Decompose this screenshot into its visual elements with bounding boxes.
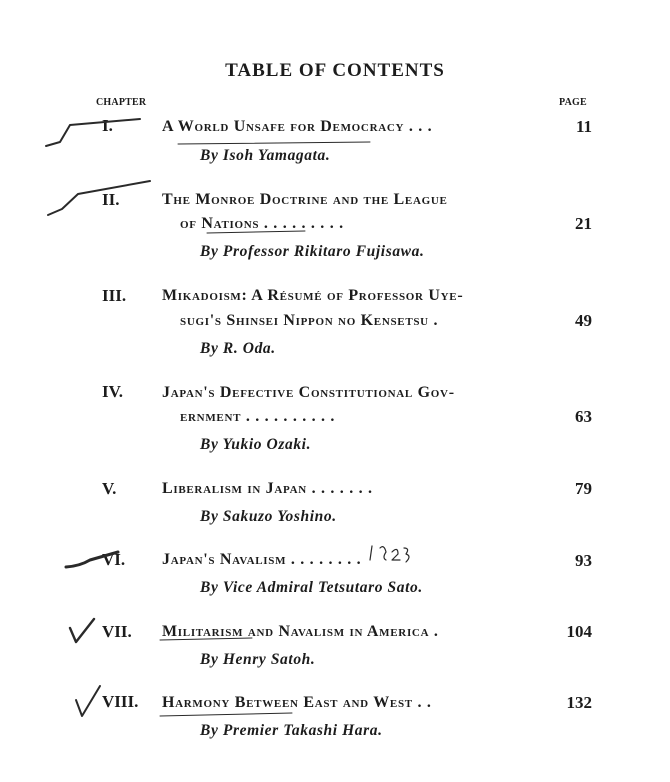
page-number: 63 bbox=[575, 407, 592, 426]
chapter-title-line: Mikadoism: A Résumé of Professor Uye- bbox=[162, 287, 464, 304]
chapter-column-header: CHAPTER bbox=[96, 97, 147, 108]
page-number: 132 bbox=[566, 693, 592, 712]
chapter-author: By R. Oda. bbox=[200, 340, 276, 357]
underline-mark bbox=[160, 713, 292, 716]
chapter-title-line: A World Unsafe for Democracy . . . bbox=[162, 118, 433, 135]
page-number: 11 bbox=[575, 117, 592, 136]
check-mark-icon bbox=[48, 181, 150, 215]
chapter-number: III. bbox=[102, 286, 127, 305]
chapter-title-line: of Nations . . . . . . . . . bbox=[180, 215, 344, 232]
page-number: 49 bbox=[575, 311, 592, 330]
chapter-title-line: sugi's Shinsei Nippon no Kensetsu . bbox=[180, 312, 439, 329]
page-number: 104 bbox=[566, 622, 592, 641]
chapter-author: By Vice Admiral Tetsutaro Sato. bbox=[200, 579, 423, 596]
chapter-title-line: Japan's Defective Constitutional Gov- bbox=[162, 384, 455, 401]
chapter-author: By Professor Rikitaro Fujisawa. bbox=[200, 243, 425, 260]
page-number: 93 bbox=[575, 551, 592, 570]
chapter-number: V. bbox=[102, 479, 117, 498]
chapter-author: By Sakuzo Yoshino. bbox=[200, 508, 337, 525]
page-title: TABLE OF CONTENTS bbox=[225, 60, 445, 81]
page-number: 21 bbox=[575, 214, 592, 233]
chapter-author: By Yukio Ozaki. bbox=[200, 436, 312, 453]
chapter-author: By Premier Takashi Hara. bbox=[200, 722, 383, 739]
chapter-author: By Henry Satoh. bbox=[200, 651, 316, 668]
chapter-title-line: The Monroe Doctrine and the League bbox=[162, 191, 448, 208]
chapter-number: IV. bbox=[102, 382, 123, 401]
chapter-title-line: Militarism and Navalism in America . bbox=[162, 623, 439, 640]
chapter-title-line: Liberalism in Japan . . . . . . . bbox=[162, 480, 373, 497]
check-mark-icon bbox=[46, 119, 140, 146]
chapter-number: VII. bbox=[102, 622, 132, 641]
chapter-title-line: Japan's Navalism . . . . . . . . bbox=[162, 551, 362, 568]
chapter-title-line: Harmony Between East and West . . bbox=[162, 694, 432, 711]
page-number: 79 bbox=[575, 479, 592, 498]
chapter-number: I. bbox=[102, 116, 113, 135]
handwritten-note bbox=[370, 546, 409, 562]
underline-mark bbox=[178, 142, 370, 144]
chapter-number: VI. bbox=[102, 550, 126, 569]
check-mark-icon bbox=[70, 619, 94, 642]
chapter-number: VIII. bbox=[102, 692, 139, 711]
chapter-author: By Isoh Yamagata. bbox=[200, 147, 331, 164]
chapter-number: II. bbox=[102, 190, 120, 209]
page-column-header: PAGE bbox=[559, 97, 587, 108]
chapter-title-line: ernment . . . . . . . . . . bbox=[180, 408, 336, 425]
check-mark-icon bbox=[76, 686, 100, 716]
